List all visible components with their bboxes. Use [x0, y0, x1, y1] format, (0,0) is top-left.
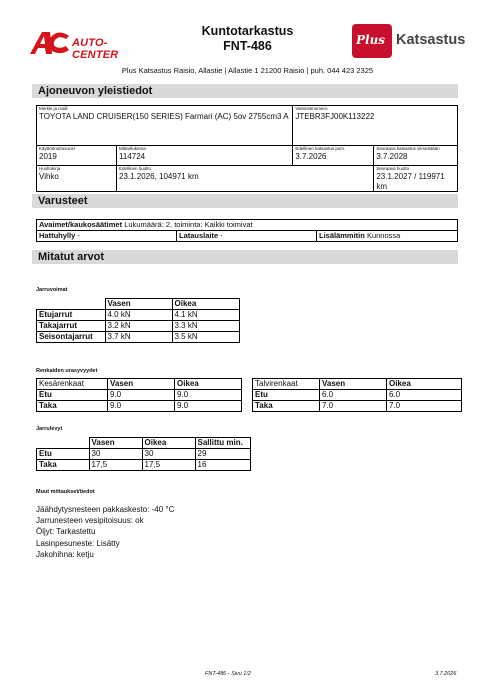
summer-right-value: 9.0 — [175, 390, 242, 401]
discs-row-label: Etu — [37, 449, 90, 460]
table-row — [37, 460, 251, 471]
hat-shelf-value: - — [77, 231, 80, 240]
list-item: Öljyt: Tarkastettu — [36, 527, 96, 537]
auto-center-logo-text: AUTO-CENTER — [72, 37, 119, 61]
brakes-col-left: Vasen — [105, 299, 172, 310]
discs-subheading: Jarrulevyt — [36, 426, 63, 432]
discs-col-right: Oikea — [142, 438, 195, 449]
brakes-row-label: Seisontajarrut — [37, 332, 106, 343]
summer-right-value: 9.0 — [175, 401, 242, 412]
next-inspection-label: Seuraava katsastus viimeistään — [376, 146, 440, 151]
charger-value: - — [220, 231, 223, 240]
cell-next-inspection — [374, 146, 458, 166]
brakes-row-label: Etujarrut — [37, 310, 106, 321]
equipment-table — [36, 219, 458, 242]
brakes-left-value: 3.2 kN — [105, 321, 172, 332]
plus-badge-text: Plus — [356, 33, 386, 47]
general-info-table — [36, 105, 458, 192]
winter-col-left: Vasen — [320, 379, 387, 390]
brakes-left-value: 4.0 kN — [105, 310, 172, 321]
other-measurements-subheading: Muut mittaukset/tiedot — [36, 489, 95, 495]
heater-value: Kunnossa — [366, 231, 401, 240]
summer-col-right: Oikea — [175, 379, 242, 390]
table-row — [37, 332, 240, 343]
section-heading-equipment: Varusteet — [32, 194, 458, 208]
report-title: Kuntotarkastus — [201, 24, 294, 38]
make-label: Merkki ja malli — [39, 106, 68, 111]
summer-col-0: Kesärenkaat — [37, 379, 108, 390]
hat-shelf-label: Hattuhylly — [39, 231, 76, 240]
equipment-keys-cell — [37, 220, 458, 231]
table-row — [37, 401, 242, 412]
winter-right-value: 7.0 — [387, 401, 462, 412]
brakes-right-value: 3.5 kN — [172, 332, 239, 343]
winter-col-right: Oikea — [387, 379, 462, 390]
summer-tires-table — [36, 378, 242, 412]
winter-row-label: Etu — [253, 390, 320, 401]
service-book-label: Huoltokirja — [39, 166, 61, 171]
winter-left-value: 6.0 — [320, 390, 387, 401]
brakes-col-0 — [37, 299, 106, 310]
discs-col-left: Vasen — [89, 438, 142, 449]
summer-row-label: Taka — [37, 401, 108, 412]
cell-service-book — [37, 166, 117, 192]
winter-col-0: Talvirenkaat — [253, 379, 320, 390]
brakes-row-label: Takajarrut — [37, 321, 106, 332]
footer-date: 3.7.2026 — [435, 671, 457, 677]
plus-badge-icon — [352, 24, 392, 58]
table-row — [253, 401, 462, 412]
discs-col-min: Sallittu min. — [195, 438, 250, 449]
discs-right-value: 17,5 — [142, 460, 195, 471]
next-service-label: Seuraava huolto — [376, 166, 410, 171]
brake-discs-table — [36, 437, 251, 471]
equipment-hat-shelf-cell — [37, 231, 177, 242]
section-heading-measured: Mitatut arvot — [32, 250, 458, 264]
next-inspection-value: 3.7.2028 — [376, 152, 408, 161]
odometer-value: 114724 — [119, 152, 146, 161]
charger-label: Latauslaite — [179, 231, 219, 240]
cell-vin — [293, 106, 458, 146]
plus-logo-text: Katsastus — [396, 32, 466, 48]
list-item: Jakohihna: ketju — [36, 549, 94, 559]
prev-service-label: Edellinen huolto — [119, 166, 152, 171]
keys-label: Avaimet/kaukosäätimet — [39, 220, 123, 229]
odometer-label: Mittarilukema — [119, 146, 146, 151]
year-label: Käyttöönottovuosi — [39, 146, 75, 151]
discs-min-value: 29 — [195, 449, 250, 460]
prev-inspection-value: 3.7.2026 — [295, 152, 327, 161]
cell-next-service — [374, 166, 458, 192]
summer-row-label: Etu — [37, 390, 108, 401]
station-address: Plus Katsastus Raisio, Allastie | Allastie 1 21200 Raisio | puh. 044 423 2325 — [121, 66, 374, 75]
table-row — [253, 390, 462, 401]
service-book-value: Vihko — [39, 172, 59, 181]
table-row — [37, 449, 251, 460]
cell-make — [37, 106, 293, 146]
year-value: 2019 — [39, 152, 57, 161]
table-row — [37, 321, 240, 332]
discs-col-0 — [37, 438, 90, 449]
winter-row-label: Taka — [253, 401, 320, 412]
cell-prev-inspection — [293, 146, 374, 166]
winter-tires-table — [252, 378, 462, 412]
heater-label: Lisälämmitin — [319, 231, 365, 240]
cell-year — [37, 146, 117, 166]
other-measurements-list — [36, 504, 174, 560]
keys-value: Lukumäärä: 2, toiminta: Kaikki toimivat — [124, 220, 253, 229]
table-row — [37, 310, 240, 321]
brakes-left-value: 3.7 kN — [105, 332, 172, 343]
auto-center-logo-mark-icon — [28, 30, 70, 56]
cell-prev-service — [117, 166, 374, 192]
discs-right-value: 30 — [142, 449, 195, 460]
summer-left-value: 9.0 — [108, 390, 175, 401]
summer-left-value: 9.0 — [108, 401, 175, 412]
vin-value: JTEBR3FJ00K113222 — [295, 112, 375, 121]
make-value: TOYOTA LAND CRUISER(150 SERIES) Farmari (AC) 5ov 2755cm3 A — [39, 112, 289, 121]
auto-center-logo — [28, 30, 153, 61]
prev-service-value: 23.1.2026, 104971 km — [119, 172, 199, 181]
list-item: Lasinpesuneste: Lisätty — [36, 538, 120, 548]
plate-number: FNT-486 — [223, 39, 272, 53]
winter-right-value: 6.0 — [387, 390, 462, 401]
equipment-charger-cell — [177, 231, 317, 242]
vin-label: Valmistenumero — [295, 106, 328, 111]
winter-left-value: 7.0 — [320, 401, 387, 412]
discs-row-label: Taka — [37, 460, 90, 471]
discs-min-value: 16 — [195, 460, 250, 471]
summer-col-left: Vasen — [108, 379, 175, 390]
discs-left-value: 17,5 — [89, 460, 142, 471]
cell-odometer — [117, 146, 293, 166]
list-item: Jarrunesteen vesipitoisuus: ok — [36, 516, 144, 526]
prev-inspection-label: Edellinen katsastus pvm. — [295, 146, 346, 151]
table-row — [37, 390, 242, 401]
tires-subheading: Renkaiden urasyvyydet — [36, 368, 98, 374]
document-title — [150, 24, 345, 54]
footer-page-number: FNT-486 - Sivu 1/2 — [205, 671, 251, 677]
section-heading-general: Ajoneuvon yleistiedot — [32, 84, 458, 98]
brakes-right-value: 3.3 kN — [172, 321, 239, 332]
brake-force-table — [36, 298, 240, 343]
equipment-heater-cell — [317, 231, 458, 242]
plus-katsastus-logo — [352, 24, 477, 58]
brakes-col-right: Oikea — [172, 299, 239, 310]
brakes-right-value: 4.1 kN — [172, 310, 239, 321]
brakes-subheading: Jarruvoimat — [36, 287, 68, 293]
list-item: Jäähdytysnesteen pakkaskesto: -40 °C — [36, 505, 175, 514]
next-service-value: 23.1.2027 / 119971 km — [376, 172, 445, 191]
discs-left-value: 30 — [89, 449, 142, 460]
